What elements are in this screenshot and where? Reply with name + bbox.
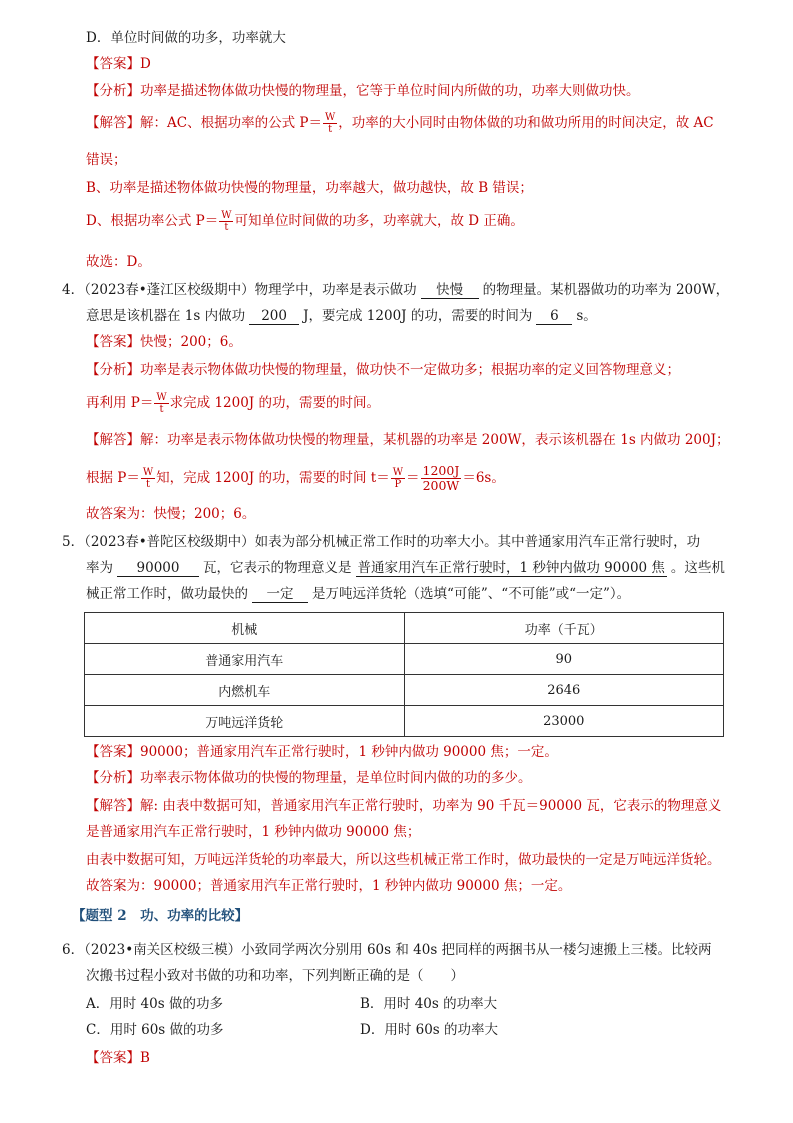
solution-text: 可知单位时间做的功多，功率就大，故 D 正确。 [234,213,524,229]
solution-text: 解: 由表中数据可知，普通家用汽车正常行驶时，功率为 90 千瓦＝90000 瓦，它表示的物理意义 [140,798,722,814]
stem-text: 是万吨远洋货轮（选填“可能”、“不可能”或“一定”）。 [312,586,631,602]
q4-stem-line1 [62,280,729,300]
q5-stem-line2 [86,558,725,578]
numerator: 1200J [422,463,460,478]
q5-solution-line1 [86,796,721,816]
q5-blank-3: 一定 [252,586,308,603]
stem-text: 4．（2023春•蓬江区校级期中）物理学中，功率是表示做功 [62,282,417,298]
solution-label: 【解答】 [86,432,140,448]
table-header-row [85,613,724,644]
analysis-label: 【分析】 [86,770,140,786]
solution-text: 解：AC、根据功率的公式 P＝ [140,115,322,131]
solution-label: 【解答】 [86,115,140,131]
q4-blank-2: 200 [249,308,299,325]
q4-blank-1: 快慢 [421,282,479,299]
q6-option-c: C．用时 60s 做的功多 [86,1022,224,1038]
stem-text: J，要完成 1200J 的功，需要的时间为 [303,308,533,324]
denominator: P [394,479,402,490]
section-heading-type-2: 【题型 2 功、功率的比较】 [72,908,249,924]
q6-option-b: B．用时 40s 的功率大 [360,996,498,1012]
fraction-w-over-t [219,210,233,233]
q3-solution-line4 [86,210,524,233]
table-cell: 普通家用汽车 [85,644,405,675]
q4-stem-line2 [86,306,597,326]
numerator: W [324,112,336,123]
analysis-text: 再利用 P＝ [86,395,154,411]
numerator: W [221,210,232,221]
fraction-w-over-t [141,467,155,490]
q6-answer [86,1048,150,1068]
fraction-w-over-t [154,392,168,415]
q4-analysis [86,360,680,380]
fraction-w-over-p [391,467,405,490]
q3-final: 故选：D。 [86,254,151,270]
solution-text: ，功率的大小同时由物体做的功和做功所用的时间决定，故 AC [338,115,714,131]
analysis-text: 功率是描述物体做功快慢的物理量，它等于单位时间内所做的功，功率大则做功快。 [140,83,640,99]
table-cell: 23000 [404,706,724,737]
solution-text: 解：功率是表示物体做功快慢的物理量，某机器的功率是 200W，表示该机器在 1s 内做功 200J； [140,432,730,448]
table-cell: 90 [404,644,724,675]
q3-answer [86,54,151,74]
table-row [85,644,724,675]
table-cell: 内燃机车 [85,675,405,706]
solution-text: 根据 P＝ [86,470,140,486]
q5-blank-2: 普通家用汽车正常行驶时，1 秒钟内做功 90000 焦 [357,560,665,576]
q5-blank-1: 90000 [117,560,199,577]
q3-option-d: D．单位时间做的功多，功率就大 [86,30,286,46]
q5-analysis [86,768,532,788]
q5-final: 故答案为：90000；普通家用汽车正常行驶时，1 秒钟内做功 90000 焦；一定。 [86,878,572,894]
denominator: t [224,222,229,233]
stem-text: 意思是该机器在 1s 内做功 [86,308,246,324]
numerator: W [156,392,167,403]
numerator: W [392,467,404,478]
fraction-w-over-t [323,112,337,135]
answer-text: 90000；普通家用汽车正常行驶时，1 秒钟内做功 90000 焦；一定。 [140,744,558,760]
q4-solution-line1 [86,430,730,450]
answer-text: D [140,56,151,72]
stem-text: 械正常工作时，做功最快的 [86,586,248,602]
answer-text: 快慢；200；6。 [140,334,242,350]
answer-label: 【答案】 [86,1050,140,1066]
q3-solution-line3: B、功率是描述物体做功快慢的物理量，功率越大，做功越快，故 B 错误； [86,180,533,196]
analysis-text: 功率表示物体做功的快慢的物理量，是单位时间内做的功的多少。 [140,770,532,786]
denominator: 200W [422,478,460,493]
q3-analysis [86,81,640,101]
denominator: t [146,479,151,490]
solution-text: D、根据功率公式 P＝ [86,213,219,229]
answer-label: 【答案】 [86,744,140,760]
answer-text: B [140,1050,150,1066]
q5-answer [86,742,558,762]
stem-text: 率为 [86,560,113,576]
table-header-cell: 机械 [85,613,405,644]
solution-text: ＝ [406,470,420,486]
stem-text: 瓦，它表示的物理意义是 [203,560,352,576]
answer-label: 【答案】 [86,334,140,350]
stem-text: s。 [576,308,597,324]
q6-option-d: D．用时 60s 的功率大 [360,1022,499,1038]
q4-analysis-line2 [86,392,380,415]
analysis-label: 【分析】 [86,83,140,99]
q3-solution-line2: 错误； [86,152,127,168]
q4-answer [86,332,242,352]
table-row [85,706,724,737]
q5-stem-line3 [86,584,630,604]
q5-stem-line1: 5．（2023春•普陀区校级期中）如表为部分机械正常工作时的功率大小。其中普通家用汽车正常行驶时，功 [62,534,701,550]
table-row [85,675,724,706]
stem-text: 的物理量。某机器做功的功率为 200W， [482,282,730,298]
fraction-1200j-over-200w [421,464,462,493]
denominator: t [159,404,164,415]
solution-text: 知，完成 1200J 的功，需要的时间 t＝ [156,470,390,486]
q3-solution-line1 [86,112,714,135]
q6-option-a: A．用时 40s 做的功多 [86,996,223,1012]
analysis-label: 【分析】 [86,362,140,378]
analysis-text: 功率是表示物体做功快慢的物理量，做功快不一定做功多；根据功率的定义回答物理意义； [140,362,680,378]
solution-text: ＝6s。 [462,470,505,486]
numerator: W [142,467,154,478]
q5-solution-line3: 由表中数据可知，万吨远洋货轮的功率最大，所以这些机械正常工作时，做功最快的一定是万吨远洋货轮。 [86,852,721,868]
stem-text: 。这些机 [670,560,725,576]
q4-solution-line2 [86,464,505,493]
q4-final: 故答案为：快慢；200；6。 [86,506,256,522]
answer-label: 【答案】 [86,56,140,72]
table-header-cell: 功率（千瓦） [404,613,724,644]
q5-solution-line2: 是普通家用汽车正常行驶时，1 秒钟内做功 90000 焦； [86,824,421,840]
q6-stem-line2: 次搬书过程小致对书做的功和功率，下列判断正确的是（ ） [86,968,464,984]
table-cell: 万吨远洋货轮 [85,706,405,737]
analysis-text: 求完成 1200J 的功，需要的时间。 [169,395,381,411]
power-table [84,612,724,737]
denominator: t [328,124,333,135]
q6-stem-line1: 6．（2023•南关区校级三模）小致同学两次分别用 60s 和 40s 把同样的两捆书从一楼匀速搬上三楼。比较两 [62,942,712,958]
q4-blank-3: 6 [536,308,572,325]
table-cell: 2646 [404,675,724,706]
solution-label: 【解答】 [86,798,140,814]
